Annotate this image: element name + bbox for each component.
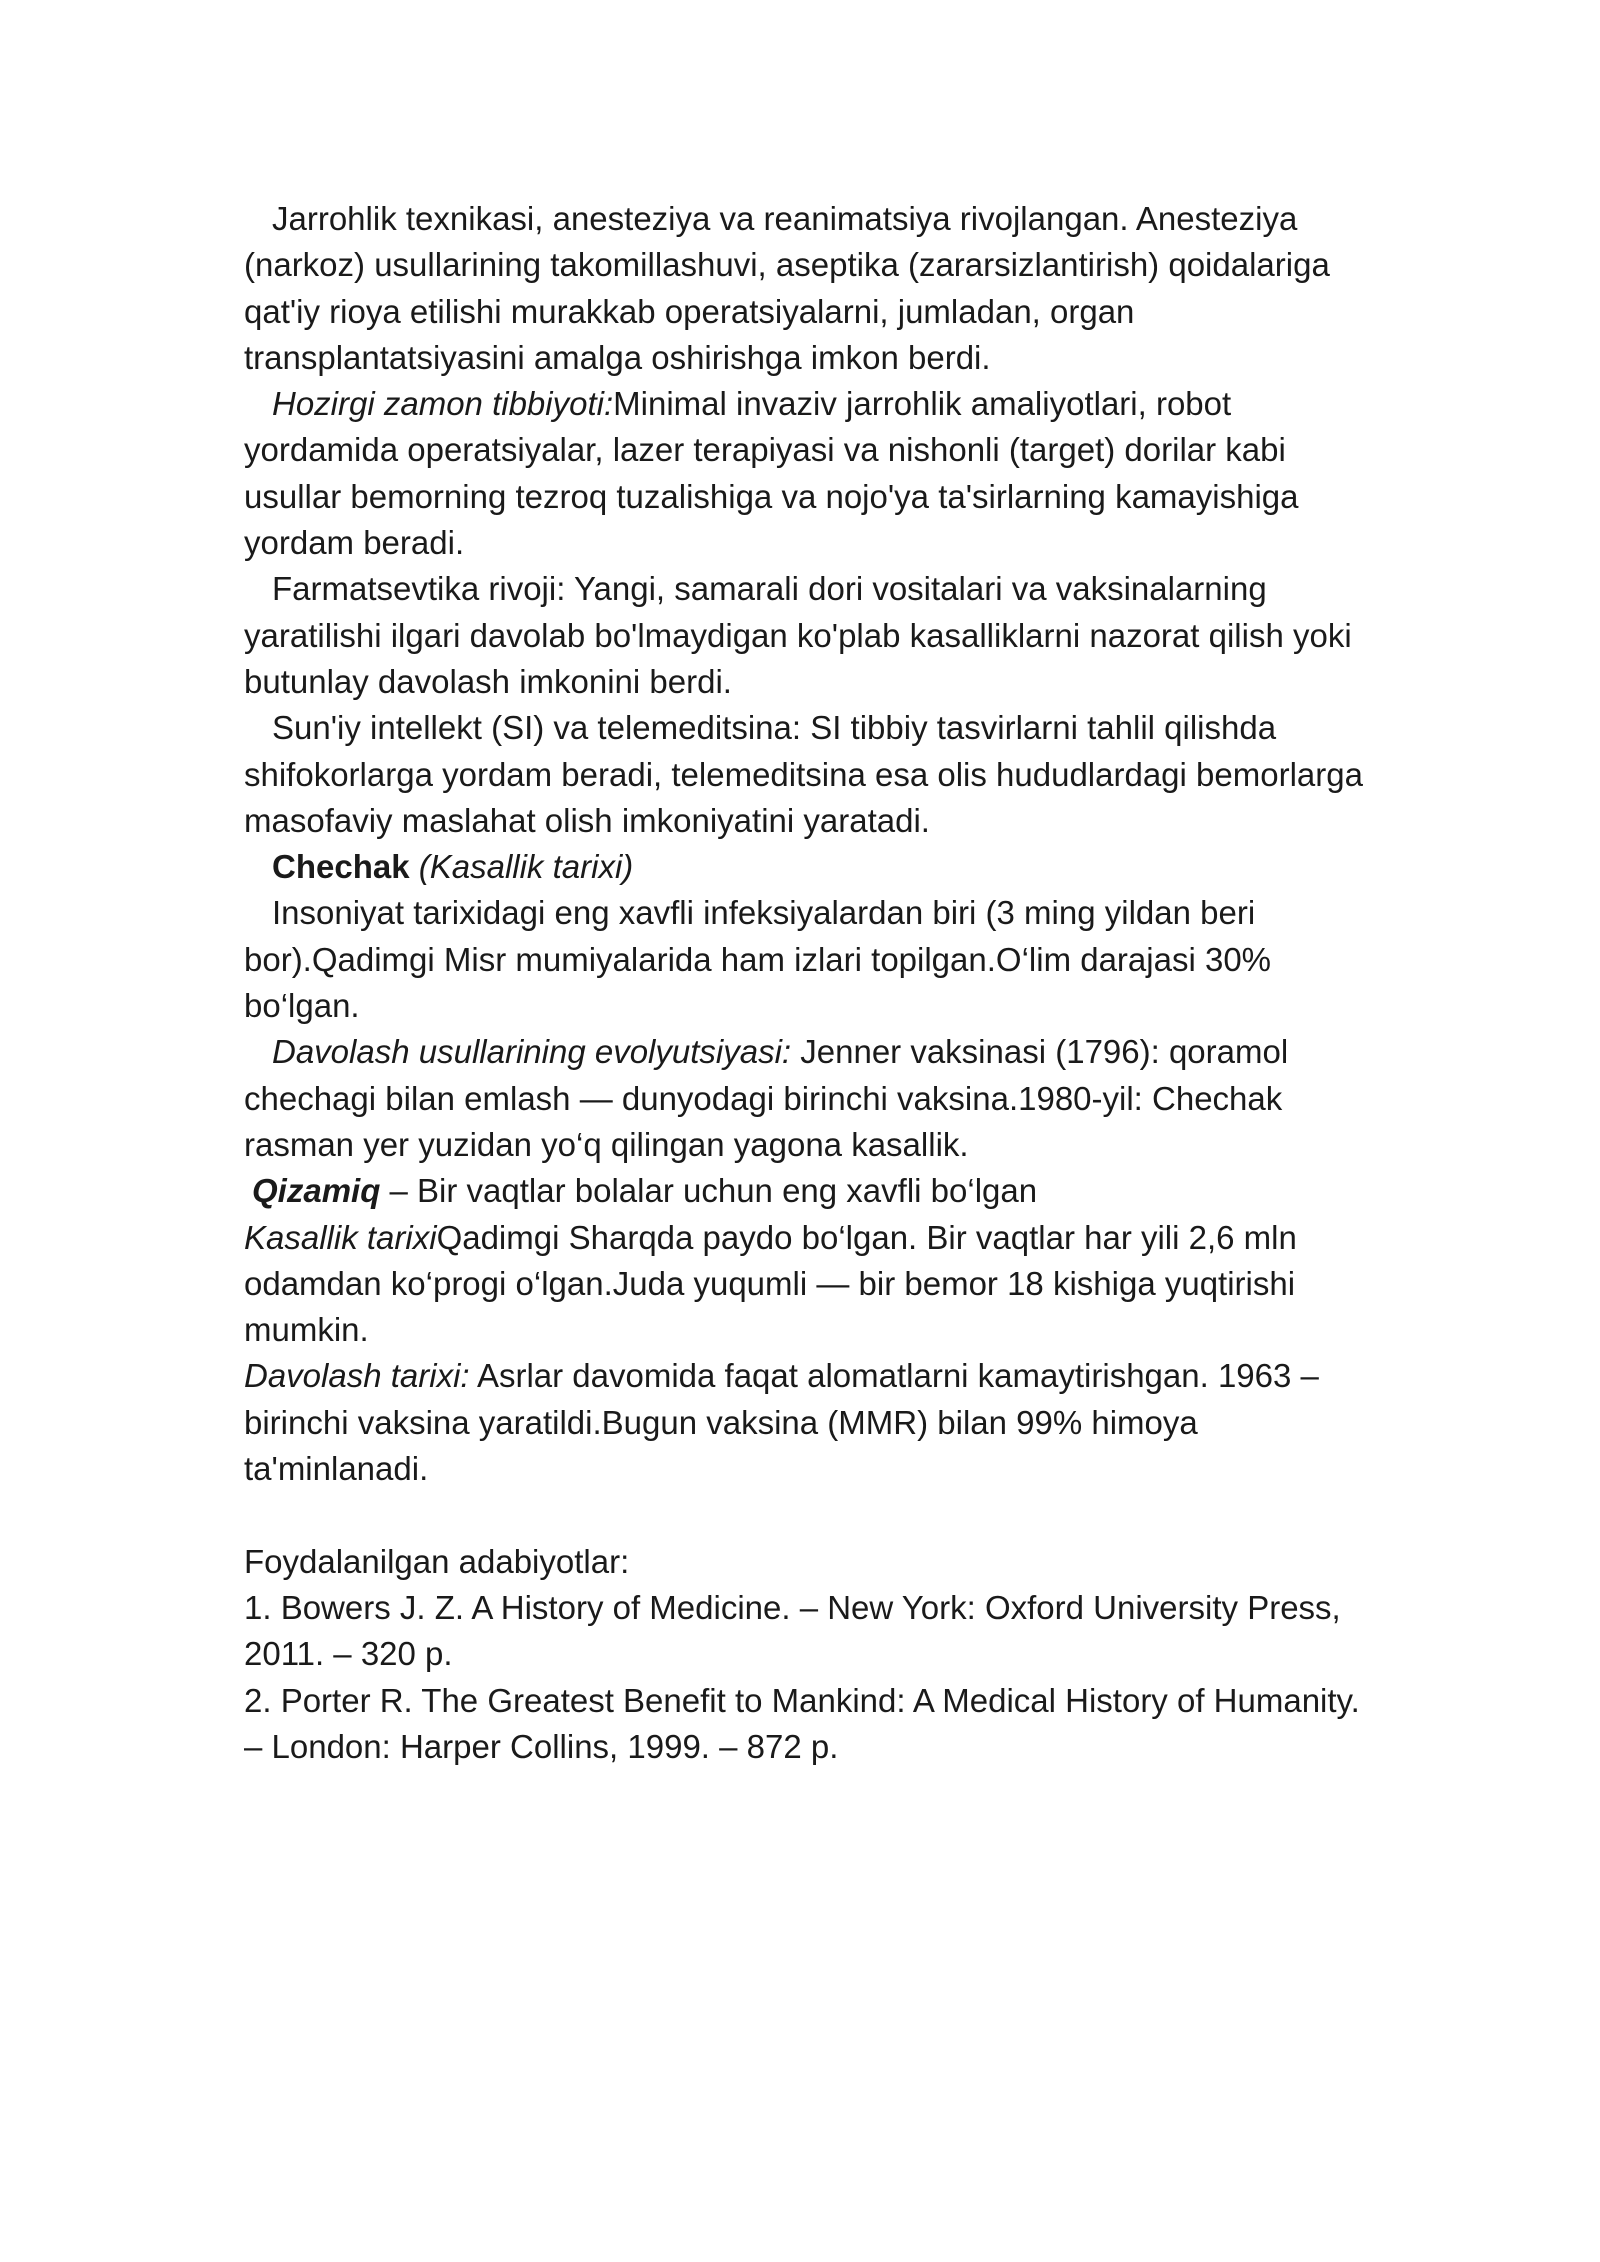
paragraph-qizamiq-history xyxy=(244,1215,1374,1354)
paragraph-qizamiq-treatment xyxy=(244,1353,1374,1492)
paragraph-ai-telemedicine: Sun'iy intellekt (SI) va telemeditsina: SI tibbiy tasvirlarni tahlil qilishda shifokorlarga yordam beradi, telemeditsina esa olis hududlardagi bemorlarga masofaviy maslahat olish imkoniyatini yaratadi. xyxy=(244,709,1363,839)
modern-medicine-text: Minimal invaziv jarrohlik amaliyotlari, robot yordamida operatsiyalar, lazer terapiyasi va nishonli (target) dorilar kabi usullar bemorning tezroq tuzalishiga va nojo'ya ta'sirlarning kamayishiga yordam beradi. xyxy=(244,385,1299,562)
disease-history-label: Kasallik tarixi xyxy=(244,1218,437,1256)
paragraph-surgery-anesthesia: Jarrohlik texnikasi, anesteziya va reanimatsiya rivojlangan. Anesteziya (narkoz) usullarining takomillashuvi, aseptika (zararsizlantirish) qoidalariga qat'iy rioya etilishi murakkab operatsiyalarni, jumladan, organ transplantatsiyasini amalga oshirishga imkon berdi. xyxy=(244,200,1330,376)
modern-medicine-label: Hozirgi zamon tibbiyoti: xyxy=(272,385,614,423)
treatment-evolution-text: Jenner vaksinasi (1796): qoramol chechagi bilan emlash — dunyodagi birinchi vaksina.1980-yil: Chechak rasman yer yuzidan yo‘q qilingan yagona kasallik. xyxy=(244,1033,1289,1163)
document-page xyxy=(244,196,1374,1770)
paragraph-chechak-history: Insoniyat tarixidagi eng xavfli infeksiyalardan biri (3 ming yildan beri bor).Qadimgi Misr mumiyalarida ham izlari topilgan.O‘lim darajasi 30% bo‘lgan. xyxy=(244,894,1272,1025)
paragraph-modern-medicine xyxy=(244,381,1374,566)
treatment-evolution-label: Davolash usullarining evolyutsiyasi: xyxy=(272,1033,792,1071)
heading-chechak xyxy=(244,844,1374,890)
reference-item: 2. Porter R. The Greatest Benefit to Mankind: A Medical History of Humanity. – London: Harper Collins, 1999. – 872 p. xyxy=(244,1681,1360,1765)
blank-line xyxy=(244,1492,1374,1538)
reference-item: 1. Bowers J. Z. A History of Medicine. – New York: Oxford University Press, 2011. – 320 p. xyxy=(244,1588,1341,1673)
references-heading: Foydalanilgan adabiyotlar: xyxy=(244,1542,630,1580)
qizamiq-title: Qizamiq xyxy=(252,1172,381,1210)
qizamiq-intro-text: – Bir vaqtlar bolalar uchun eng xavfli bo‘lgan xyxy=(380,1172,1038,1210)
disease-history-text: Qadimgi Sharqda paydo bo‘lgan. Bir vaqtlar har yili 2,6 mln odamdan ko‘progi o‘lgan.Juda yuqumli — bir bemor 18 kishiga yuqtirishi mumkin. xyxy=(244,1218,1297,1349)
chechak-title: Chechak xyxy=(272,848,410,886)
paragraph-chechak-treatment xyxy=(244,1029,1374,1168)
heading-qizamiq xyxy=(244,1168,1374,1214)
treatment-history-label: Davolash tarixi: xyxy=(244,1357,470,1395)
paragraph-pharmaceutics: Farmatsevtika rivoji: Yangi, samarali dori vositalari va vaksinalarning yaratilishi ilgari davolab bo'lmaydigan ko'plab kasalliklarni nazorat qilish yoki butunlay davolash imkonini berdi. xyxy=(244,570,1352,700)
treatment-history-text: Asrlar davomida faqat alomatlarni kamaytirishgan. 1963 – birinchi vaksina yaratildi.Bugun vaksina (MMR) bilan 99% himoya ta'minlanadi. xyxy=(244,1357,1319,1488)
chechak-subtitle: (Kasallik tarixi) xyxy=(418,848,634,886)
